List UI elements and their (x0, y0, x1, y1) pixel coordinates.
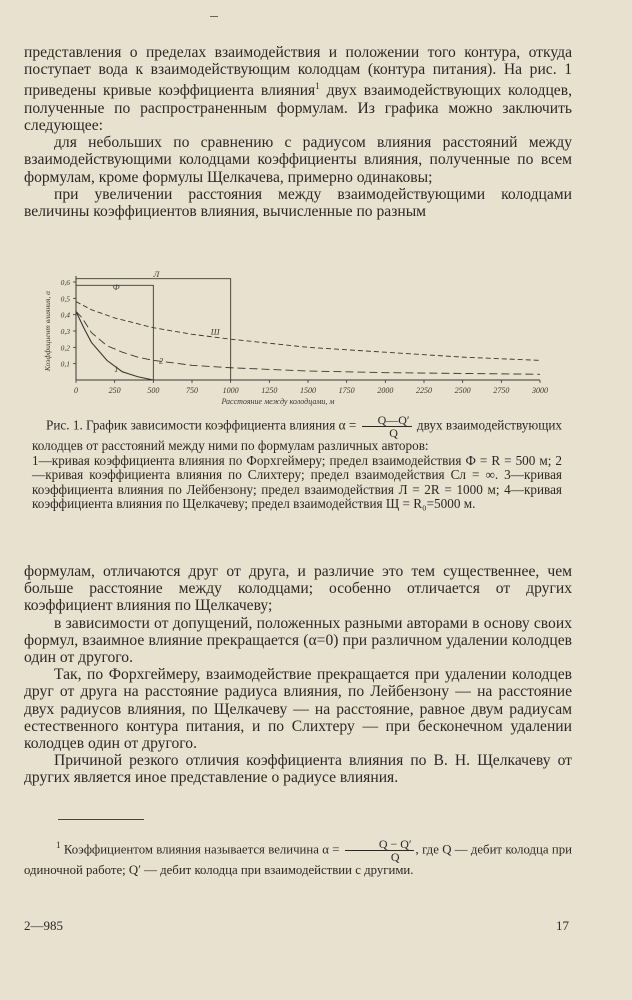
series-Ш (76, 302, 540, 361)
body-text-top (24, 44, 572, 220)
x-tick-label: 250 (108, 386, 121, 395)
x-tick-label: 1250 (261, 386, 278, 395)
influence-chart (40, 268, 560, 413)
chart-svg (40, 268, 560, 413)
x-tick-label: 2250 (416, 386, 432, 395)
x-tick-label: 2750 (493, 386, 510, 395)
x-tick-label: 750 (186, 386, 198, 395)
top-mark (210, 16, 218, 17)
curve-label: Л (153, 269, 160, 280)
paragraph-1: представления о пределах взаимодействия и положении того контура, откуда поступает вода к взаимодействующим колодцам (контура питания). На рис. 1 приведены кривые коэффициента влияния$^1$ двух взаимодействующих колодцев, полученные по распространенным формулам. Из графика можно заключить следующее: (24, 44, 572, 134)
footnote-fraction: $\frac{Q - Q'}{Q}$ (345, 838, 414, 863)
x-tick-label: 2000 (377, 386, 394, 395)
footnote-mark: 1 (56, 840, 61, 851)
paragraph-5: в зависимости от допущений, положенных разными авторами в основу своих формул, взаимное влияние прекращается (α=0) при различном удалении колодцев один от другого. (24, 614, 572, 667)
paragraph-7: Причиной резкого отличия коэффициента влияния по В. Н. Щелкачеву от других является иное представление о радиусе влияния. (24, 752, 572, 787)
footnote: $^1$ Коэффициентом влияния называется величина α = $\frac{Q - Q'}{Q}$ , где Q — дебит колодца при одиночной работе; Q′ — дебит колодца при взаимодействии с другими. (24, 837, 572, 877)
curve-label: Ш (210, 326, 220, 337)
x-tick-label: 2500 (454, 386, 471, 395)
caption-head: Рис. 1. График зависимости коэффициента влияния α = $\frac{Q—Q'}{Q}$ двух взаимодействующих колодцев от расстояний между ними по формулам различных авторов: (32, 413, 563, 453)
y-tick-label: 0,4 (60, 310, 70, 320)
y-tick-label: 0,5 (60, 294, 70, 304)
paragraph-3: при увеличении расстояния между взаимодействующими колодцами величины коэффициентов влияния, вычисленные по разным (24, 185, 572, 221)
footnote-rule (58, 819, 144, 820)
x-tick-label: 0 (74, 386, 78, 395)
y-axis-label: Коэффициент влияния, α (43, 290, 52, 372)
y-tick-label: 0,6 (60, 278, 70, 287)
figure-caption (32, 414, 562, 512)
curve-label: 2 (158, 355, 164, 366)
curve-label: Ф (112, 282, 120, 293)
paragraph-4: формулам, отличаются друг от друга, и различие это тем существеннее, чем больше расстояние между колодцами; особенно отличается от других коэффициент влияния по Щелкачеву; (24, 563, 572, 615)
series-Сл (76, 311, 540, 374)
y-tick-label: 0,1 (60, 359, 70, 369)
x-tick-label: 1750 (338, 386, 355, 395)
x-tick-label: 500 (147, 386, 160, 395)
paragraph-6: Так, по Форхгеймеру, взаимодействие прекращается при удалении колодцев друг от друга на расстояние радиуса влияния, по Лейбензону — на расстояние двух радиусов влияния, по Щелкачеву — на расстояние, равное двум радиусам естественного контура питания, и по Слихтеру — при бесконечном удалении колодцев один от другого. (24, 666, 572, 753)
x-axis-label: Расстояние между колодцами, м (221, 397, 335, 406)
curve-label: 1 (114, 363, 119, 374)
page-number: 17 (556, 918, 569, 933)
caption-legend: 1—кривая коэффициента влияния по Форхгеймеру; предел взаимодействия Ф = R = 500 м; 2—кривая коэффициента влияния по Слихтеру; предел взаимодействия Сл = ∞. 3—кривая коэффициента влияния по Лейбензону; предел взаимодействия Л = 2R = 1000 м; 4—кривая коэффициента влияния по Щелкачеву; предел взаимодействия Щ = R₀=5000 м. (32, 452, 562, 512)
y-tick-label: 0,3 (60, 327, 70, 336)
signature-mark: 2—985 (24, 918, 63, 933)
x-tick-label: 1000 (222, 386, 239, 395)
footnote-ref: 1 (315, 81, 320, 92)
y-tick-label: 0,2 (60, 343, 70, 353)
caption-fraction: $\frac{Q—Q'}{Q}$ (362, 414, 412, 439)
x-tick-label: 3000 (532, 386, 548, 395)
body-text-bottom (24, 563, 572, 787)
paragraph-2: для небольших по сравнению с радиусом влияния расстояний между взаимодействующими колодцами коэффициенты влияния, полученные по всем формулам, кроме формулы Щелкачева, примерно одинаковы; (24, 134, 572, 186)
x-tick-label: 1500 (300, 386, 316, 395)
